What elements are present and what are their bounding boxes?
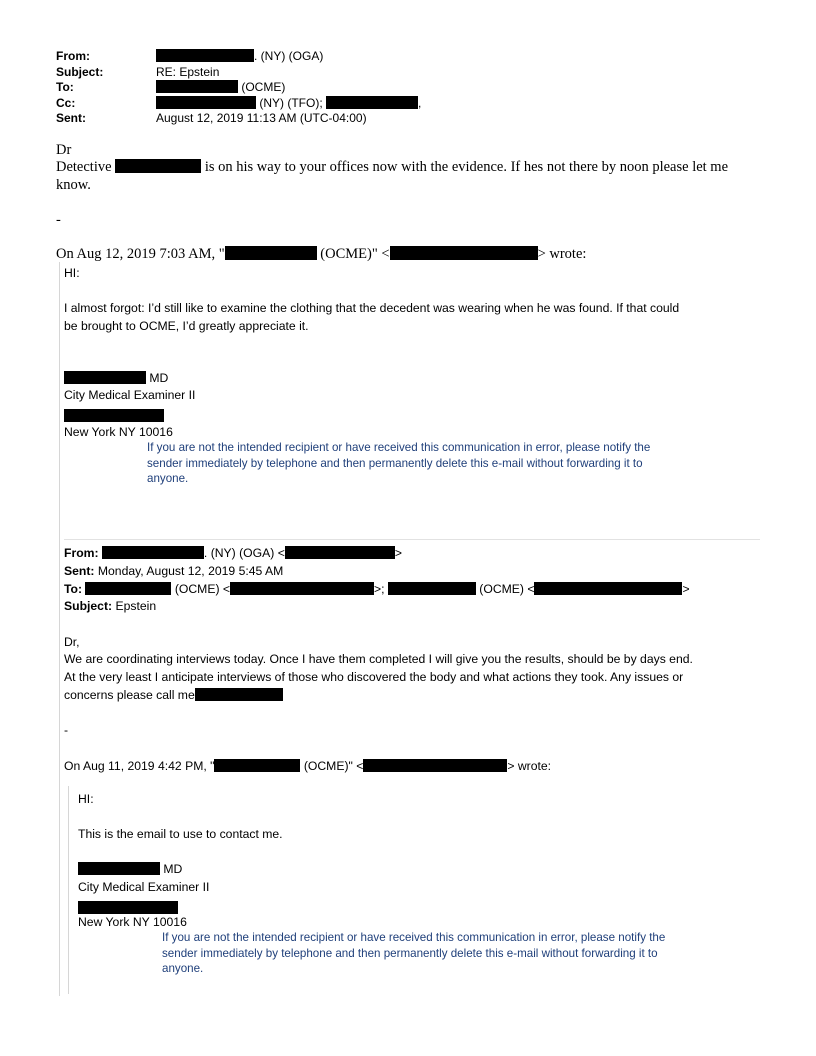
redaction [363,759,507,772]
reply-line-2: know. [56,177,91,193]
redaction [156,80,238,93]
quote1-body-1: I almost forgot: I’d still like to examine the clothing that the decedent was wearing when he was found. If that could [64,301,680,315]
redaction [78,901,178,914]
redaction [64,371,146,384]
quote-border-nested [68,786,69,994]
to-label: To: [56,80,74,94]
redaction [85,582,171,595]
redaction [326,96,418,109]
sent-value: August 12, 2019 11:13 AM (UTC-04:00) [156,111,367,125]
redaction [195,688,283,701]
from-label: From: [56,49,90,63]
to-value: (OCME) [156,79,285,95]
cc-label: Cc: [56,96,76,110]
redaction [156,49,254,62]
quote1-hi: HI: [64,266,80,280]
cc-value: (NY) (TFO); , [156,95,421,111]
quote2-intro: On Aug 11, 2019 4:42 PM, " (OCME)" < > wrote: [64,759,552,773]
quote3-body: This is the email to use to contact me. [78,827,283,841]
quote1-disclaimer: If you are not the intended recipient or have received this communication in error, please notify the sender immediately by telephone and then permanently delete this e-mail without forwarding it to anyone. [147,441,651,485]
quote1-sig-city: New York NY 10016 [64,425,173,439]
quote3-sig-title: City Medical Examiner II [78,880,210,894]
redaction [534,582,682,595]
redaction [214,759,300,772]
quote2-to: To: (OCME) < >; (OCME) < > [64,582,690,596]
redaction [102,546,204,559]
redaction [64,409,164,422]
quote2-body-1: We are coordinating interviews today. Once I have them completed I will give you the results, should be by days end. [64,652,693,666]
redaction [115,159,201,173]
message-separator [64,539,760,540]
quote2-subject: Subject: Epstein [64,599,157,613]
redaction [390,246,538,260]
redaction [78,862,160,875]
reply-greeting: Dr [56,142,72,158]
quote-border [59,540,60,996]
quote3-disclaimer: If you are not the intended recipient or have received this communication in error, please notify the sender immediately by telephone and then permanently delete this e-mail without forwarding it to anyone. [162,931,666,975]
quote2-body-3: concerns please call me [64,687,283,704]
subject-label: Subject: [56,65,104,79]
from-value: . (NY) (OGA) [156,48,323,64]
quote1-sig-name: MD [64,370,168,387]
quote-border [59,262,60,540]
quote2-from: From: . (NY) (OGA) < > [64,546,402,560]
quote1-sig-title: City Medical Examiner II [64,388,196,402]
reply-line-1: Detective is on his way to your offices now with the evidence. If hes not there by noon please let me [56,159,729,175]
redaction [156,96,256,109]
redaction [225,246,317,260]
quote2-body-2: At the very least I anticipate interviews of those who discovered the body and what actions they took. Any issues or [64,670,684,684]
quote1-intro: On Aug 12, 2019 7:03 AM, " (OCME)" < > wrote: [56,246,587,262]
quote3-sig-city: New York NY 10016 [78,915,187,929]
quote3-sig-name: MD [78,861,182,878]
reply-dash: - [56,212,61,228]
quote1-body-2: be brought to OCME, I’d greatly appreciate it. [64,319,309,333]
redaction [285,546,395,559]
redaction [230,582,374,595]
quote2-dash: - [64,723,69,737]
subject-value: RE: Epstein [156,65,220,79]
sent-label: Sent: [56,111,86,125]
quote3-hi: HI: [78,792,94,806]
quote2-greeting: Dr, [64,635,80,649]
quote2-sent: Sent: Monday, August 12, 2019 5:45 AM [64,564,284,578]
redaction [388,582,476,595]
quote1-sig-address [64,407,164,425]
